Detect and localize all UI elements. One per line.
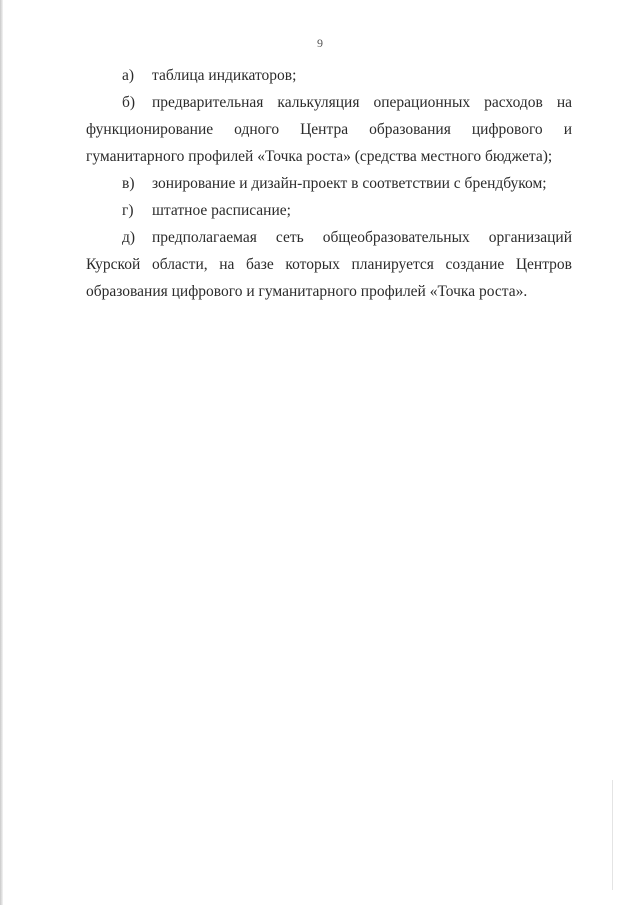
list-marker: а)	[122, 67, 135, 84]
scan-edge-shadow	[0, 0, 3, 905]
list-marker: б)	[122, 94, 136, 111]
list-marker: д)	[122, 229, 136, 246]
list-item	[86, 170, 572, 197]
list-marker: в)	[122, 175, 135, 192]
page-number: 9	[317, 36, 323, 50]
list-item	[86, 62, 572, 89]
list-item-text: зонирование и дизайн-проект в соответствии с брендбуком;	[152, 175, 547, 192]
list-item	[86, 224, 572, 305]
list-item	[86, 197, 572, 224]
list-item-text: предполагаемая сеть общеобразовательных организаций Курской области, на базе которых планируется создание Центров образования цифрового и гуманитарного профилей «Точка роста».	[86, 229, 572, 300]
list-item-text: таблица индикаторов;	[152, 67, 297, 84]
list-item	[86, 89, 572, 170]
scan-artifact-line	[612, 780, 613, 890]
list-marker: г)	[122, 202, 134, 219]
list-item-text: штатное расписание;	[152, 202, 291, 219]
list-item-text: предварительная калькуляция операционных расходов на функционирование одного Центра образования цифрового и гуманитарного профилей «Точка роста» (средства местного бюджета);	[86, 94, 572, 165]
document-body	[86, 62, 572, 305]
